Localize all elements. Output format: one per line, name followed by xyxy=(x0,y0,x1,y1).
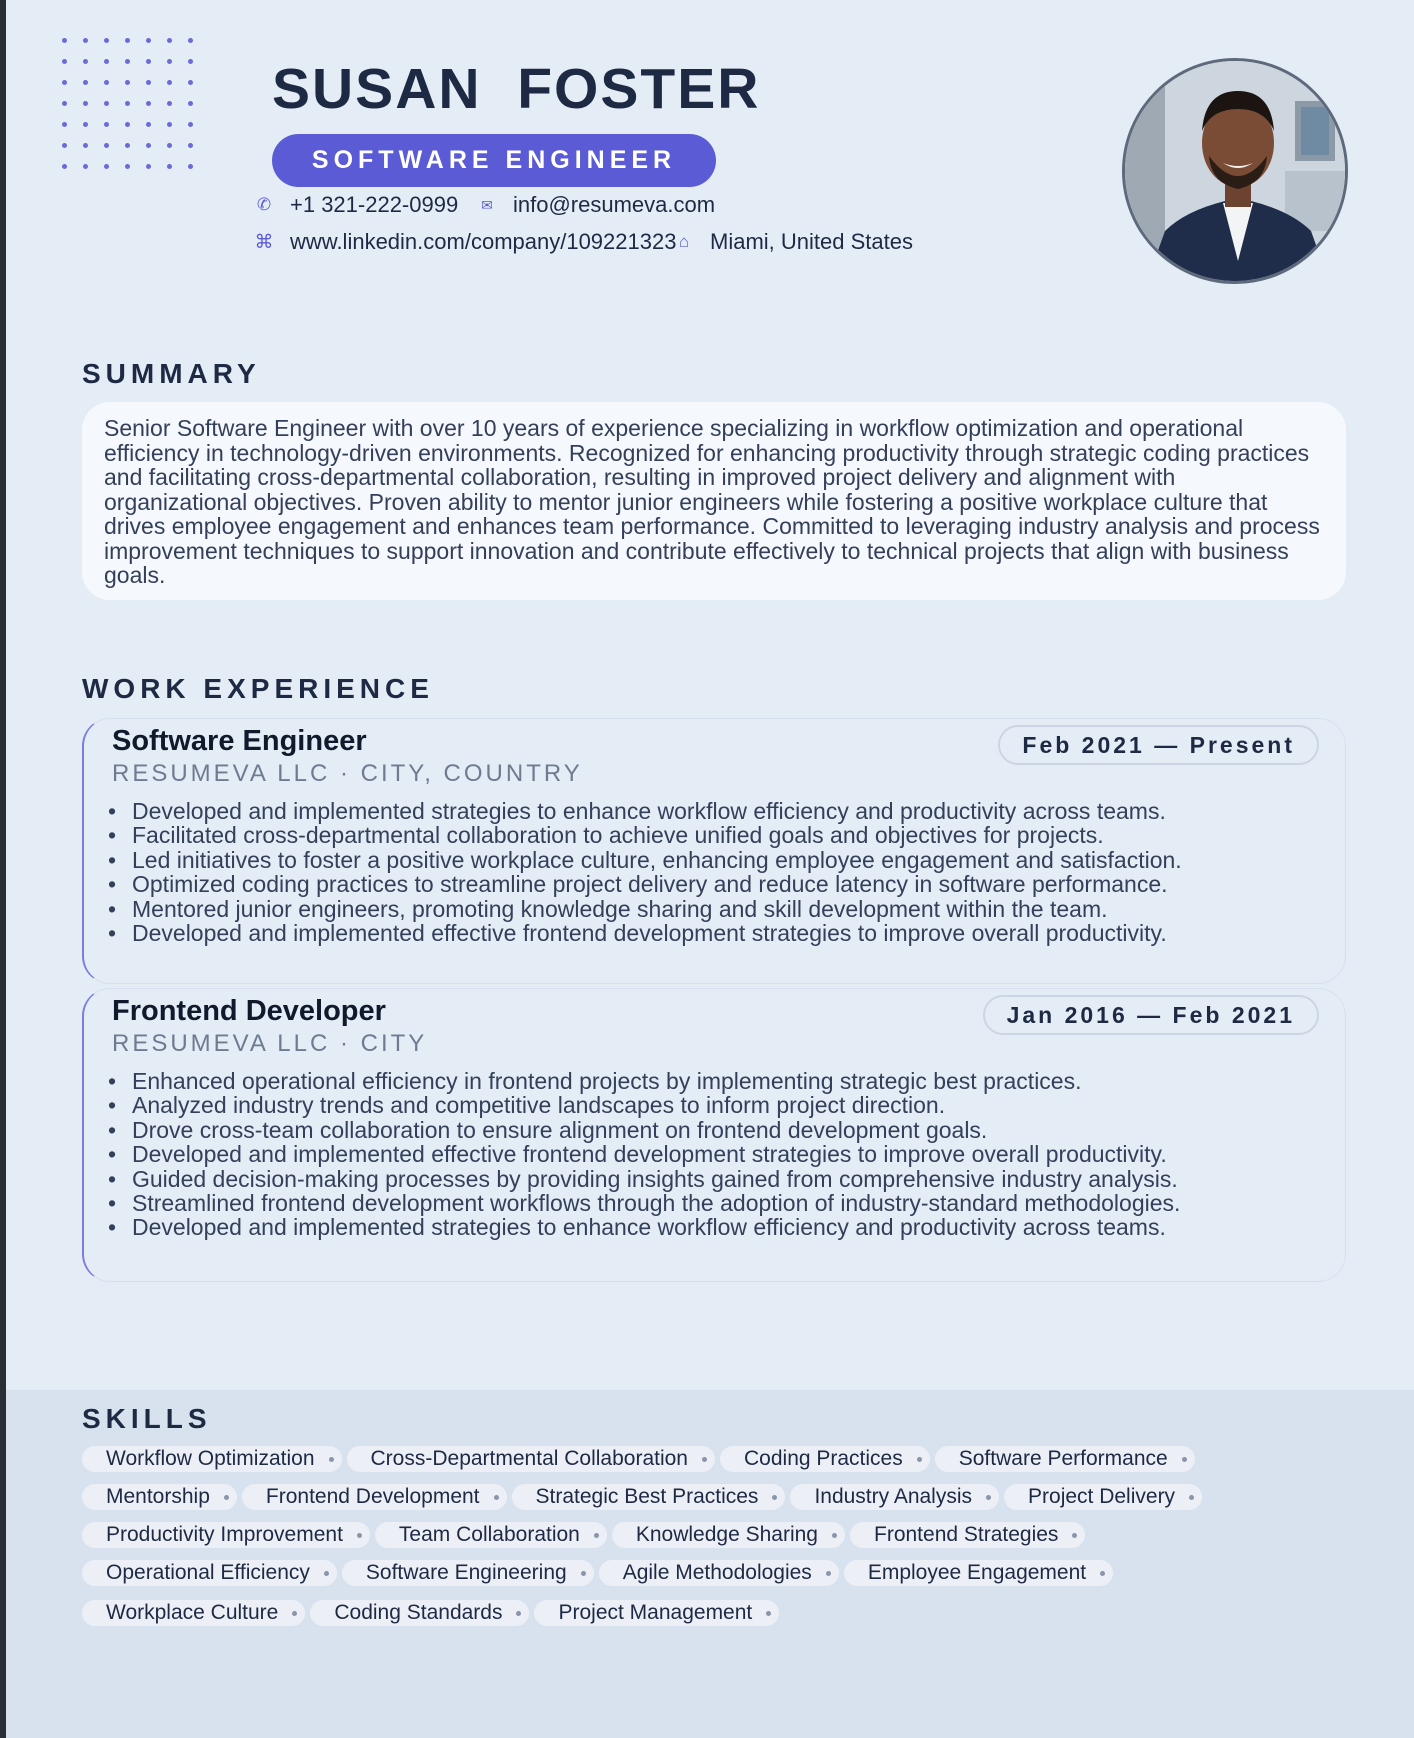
contact-email xyxy=(475,192,715,218)
skill-chip xyxy=(310,1600,529,1626)
decorative-dot xyxy=(62,101,67,106)
decorative-dot xyxy=(104,143,109,148)
summary-box xyxy=(82,402,1346,600)
dot-pattern-decoration xyxy=(62,38,209,185)
skill-chip xyxy=(790,1484,999,1510)
skill-label: Project Delivery xyxy=(1028,1485,1176,1508)
skill-chip xyxy=(347,1446,715,1472)
job-bullets xyxy=(106,799,1182,945)
decorative-dot xyxy=(104,38,109,43)
skill-chip xyxy=(850,1522,1085,1548)
bullet-dot-icon xyxy=(766,1611,771,1616)
job-dates: Feb 2021 — Present xyxy=(998,725,1319,765)
decorative-dot xyxy=(83,80,88,85)
decorative-dot xyxy=(167,38,172,43)
linkedin-text: www.linkedin.com/company/109221323 xyxy=(290,229,677,254)
decorative-dot xyxy=(146,38,151,43)
skill-chip xyxy=(82,1600,305,1626)
job-title-badge: SOFTWARE ENGINEER xyxy=(272,134,716,187)
decorative-dot xyxy=(83,101,88,106)
decorative-dot xyxy=(188,101,193,106)
summary-text: Senior Software Engineer with over 10 years of experience specializing in workflow optimization and operational efficiency in technology-driven environments. Recognized for enhancing productivity through strategic coding practices and facilitating cross-departmental collaboration, resulting in improved project delivery and alignment with organizational objectives. Proven ability to mentor junior engineers while fostering a positive workplace culture that drives employee engagement and enhances team performance. Committed to leveraging industry analysis and process improvement techniques to support innovation and contribute effectively to technical projects that align with business goals. xyxy=(104,415,1320,588)
decorative-dot xyxy=(62,59,67,64)
decorative-dot xyxy=(188,38,193,43)
decorative-dot xyxy=(83,122,88,127)
contact-location xyxy=(672,229,913,255)
list-item: • Developed and implemented strategies to enhance workflow efficiency and productivity across teams. xyxy=(106,1215,1180,1239)
decorative-dot xyxy=(167,80,172,85)
bullet-dot-icon xyxy=(702,1457,707,1462)
decorative-dot xyxy=(104,101,109,106)
decorative-dot xyxy=(188,59,193,64)
decorative-dot xyxy=(104,164,109,169)
decorative-dot xyxy=(146,164,151,169)
skill-chip xyxy=(720,1446,930,1472)
skill-label: Productivity Improvement xyxy=(106,1523,343,1546)
bullet-dot-icon xyxy=(1189,1495,1194,1500)
summary-heading: SUMMARY xyxy=(82,358,261,389)
skill-row xyxy=(82,1484,1362,1510)
skill-label: Project Management xyxy=(558,1601,753,1624)
decorative-dot xyxy=(167,122,172,127)
decorative-dot xyxy=(62,80,67,85)
decorative-dot xyxy=(167,101,172,106)
bullet-dot-icon xyxy=(329,1457,334,1462)
skill-label: Software Engineering xyxy=(365,1561,567,1584)
skill-label: Workplace Culture xyxy=(106,1601,279,1624)
bullet-dot-icon xyxy=(494,1495,499,1500)
skill-label: Strategic Best Practices xyxy=(535,1485,759,1508)
skill-chip xyxy=(612,1522,845,1548)
skill-row xyxy=(82,1522,1362,1548)
skill-chip xyxy=(242,1484,507,1510)
decorative-dot xyxy=(83,164,88,169)
decorative-dot xyxy=(125,80,130,85)
location-text: Miami, United States xyxy=(710,229,913,254)
job-bullets xyxy=(106,1069,1180,1240)
list-item: • Enhanced operational efficiency in frontend projects by implementing strategic best practices. xyxy=(106,1069,1180,1093)
skill-label: Frontend Strategies xyxy=(874,1523,1059,1546)
resume-page xyxy=(6,0,1414,1738)
list-item: • Optimized coding practices to streamline project delivery and reduce latency in software performance. xyxy=(106,872,1182,896)
bullet-dot-icon xyxy=(516,1611,521,1616)
job-title: Frontend Developer xyxy=(112,995,386,1027)
bullet-dot-icon xyxy=(826,1571,831,1576)
decorative-dot xyxy=(188,143,193,148)
skill-chip xyxy=(342,1560,594,1586)
list-item: • Guided decision-making processes by providing insights gained from comprehensive industry analysis. xyxy=(106,1167,1180,1191)
home-icon: ⌂ xyxy=(678,232,690,251)
skill-chip xyxy=(512,1484,786,1510)
phone-icon: ✆ xyxy=(256,195,272,214)
decorative-dot xyxy=(104,80,109,85)
contact-linkedin xyxy=(252,229,676,255)
bullet-dot-icon xyxy=(1072,1533,1077,1538)
list-item: • Facilitated cross-departmental collaboration to achieve unified goals and objectives for projects. xyxy=(106,823,1182,847)
list-item: • Developed and implemented effective frontend development strategies to improve overall productivity. xyxy=(106,1142,1180,1166)
skills-list xyxy=(82,1446,1362,1638)
decorative-dot xyxy=(188,122,193,127)
skill-label: Operational Efficiency xyxy=(106,1561,310,1584)
decorative-dot xyxy=(125,122,130,127)
skill-row xyxy=(82,1560,1362,1586)
bullet-dot-icon xyxy=(1100,1571,1105,1576)
decorative-dot xyxy=(125,38,130,43)
phone-text: +1 321-222-0999 xyxy=(290,192,459,217)
command-icon: ⌘ xyxy=(254,231,274,253)
list-item: • Streamlined frontend development workflows through the adoption of industry-standard methodologies. xyxy=(106,1191,1180,1215)
decorative-dot xyxy=(104,122,109,127)
decorative-dot xyxy=(167,143,172,148)
skill-label: Coding Standards xyxy=(334,1601,503,1624)
skill-chip xyxy=(82,1522,370,1548)
job-company: RESUMEVA LLC · CITY, COUNTRY xyxy=(112,760,583,787)
skill-label: Frontend Development xyxy=(265,1485,480,1508)
skill-label: Workflow Optimization xyxy=(106,1447,315,1470)
job-dates: Jan 2016 — Feb 2021 xyxy=(983,995,1319,1035)
decorative-dot xyxy=(104,59,109,64)
decorative-dot xyxy=(146,122,151,127)
skill-chip xyxy=(599,1560,839,1586)
skill-chip xyxy=(82,1484,237,1510)
job-entry-software-engineer xyxy=(82,718,1346,984)
skill-label: Software Performance xyxy=(958,1447,1168,1470)
list-item: • Analyzed industry trends and competitive landscapes to inform project direction. xyxy=(106,1093,1180,1117)
list-item: • Drove cross-team collaboration to ensure alignment on frontend development goals. xyxy=(106,1118,1180,1142)
skill-chip xyxy=(375,1522,607,1548)
list-item: • Developed and implemented effective frontend development strategies to improve overall productivity. xyxy=(106,921,1182,945)
skill-chip xyxy=(935,1446,1195,1472)
skill-label: Agile Methodologies xyxy=(622,1561,812,1584)
decorative-dot xyxy=(146,59,151,64)
decorative-dot xyxy=(83,38,88,43)
skill-chip xyxy=(82,1446,342,1472)
bullet-dot-icon xyxy=(357,1533,362,1538)
decorative-dot xyxy=(146,101,151,106)
skill-chip xyxy=(1004,1484,1202,1510)
decorative-dot xyxy=(125,59,130,64)
profile-photo xyxy=(1122,58,1348,284)
bullet-dot-icon xyxy=(224,1495,229,1500)
skill-label: Employee Engagement xyxy=(867,1561,1087,1584)
bullet-dot-icon xyxy=(581,1571,586,1576)
decorative-dot xyxy=(83,143,88,148)
skill-label: Cross-Departmental Collaboration xyxy=(370,1447,688,1470)
bullet-dot-icon xyxy=(917,1457,922,1462)
skill-chip xyxy=(844,1560,1113,1586)
skill-chip xyxy=(82,1560,337,1586)
bullet-dot-icon xyxy=(772,1495,777,1500)
decorative-dot xyxy=(188,80,193,85)
mail-icon: ✉ xyxy=(481,196,493,213)
bullet-dot-icon xyxy=(594,1533,599,1538)
list-item: • Led initiatives to foster a positive workplace culture, enhancing employee engagement and satisfaction. xyxy=(106,848,1182,872)
job-title: Software Engineer xyxy=(112,725,367,757)
bullet-dot-icon xyxy=(292,1611,297,1616)
decorative-dot xyxy=(125,101,130,106)
decorative-dot xyxy=(83,59,88,64)
job-entry-frontend-developer xyxy=(82,988,1346,1282)
skill-label: Mentorship xyxy=(106,1485,210,1508)
decorative-dot xyxy=(62,164,67,169)
skill-label: Knowledge Sharing xyxy=(635,1523,818,1546)
decorative-dot xyxy=(62,38,67,43)
skill-row xyxy=(82,1446,1362,1472)
decorative-dot xyxy=(167,164,172,169)
contact-phone xyxy=(252,192,458,218)
email-text: info@resumeva.com xyxy=(513,192,716,217)
bullet-dot-icon xyxy=(832,1533,837,1538)
decorative-dot xyxy=(62,122,67,127)
skills-heading: SKILLS xyxy=(82,1403,212,1434)
list-item: • Developed and implemented strategies to enhance workflow efficiency and productivity across teams. xyxy=(106,799,1182,823)
decorative-dot xyxy=(188,164,193,169)
job-company: RESUMEVA LLC · CITY xyxy=(112,1030,428,1057)
skill-label: Team Collaboration xyxy=(398,1523,580,1546)
bullet-dot-icon xyxy=(1182,1457,1187,1462)
skill-label: Coding Practices xyxy=(744,1447,903,1470)
decorative-dot xyxy=(125,164,130,169)
skill-label: Industry Analysis xyxy=(814,1485,973,1508)
skill-chip xyxy=(534,1600,779,1626)
decorative-dot xyxy=(146,80,151,85)
decorative-dot xyxy=(62,143,67,148)
decorative-dot xyxy=(167,59,172,64)
bullet-dot-icon xyxy=(324,1571,329,1576)
decorative-dot xyxy=(125,143,130,148)
decorative-dot xyxy=(146,143,151,148)
skill-row xyxy=(82,1600,1362,1626)
bullet-dot-icon xyxy=(986,1495,991,1500)
candidate-name: SUSAN FOSTER xyxy=(272,57,761,121)
work-experience-heading: WORK EXPERIENCE xyxy=(82,673,434,704)
list-item: • Mentored junior engineers, promoting knowledge sharing and skill development within the team. xyxy=(106,897,1182,921)
